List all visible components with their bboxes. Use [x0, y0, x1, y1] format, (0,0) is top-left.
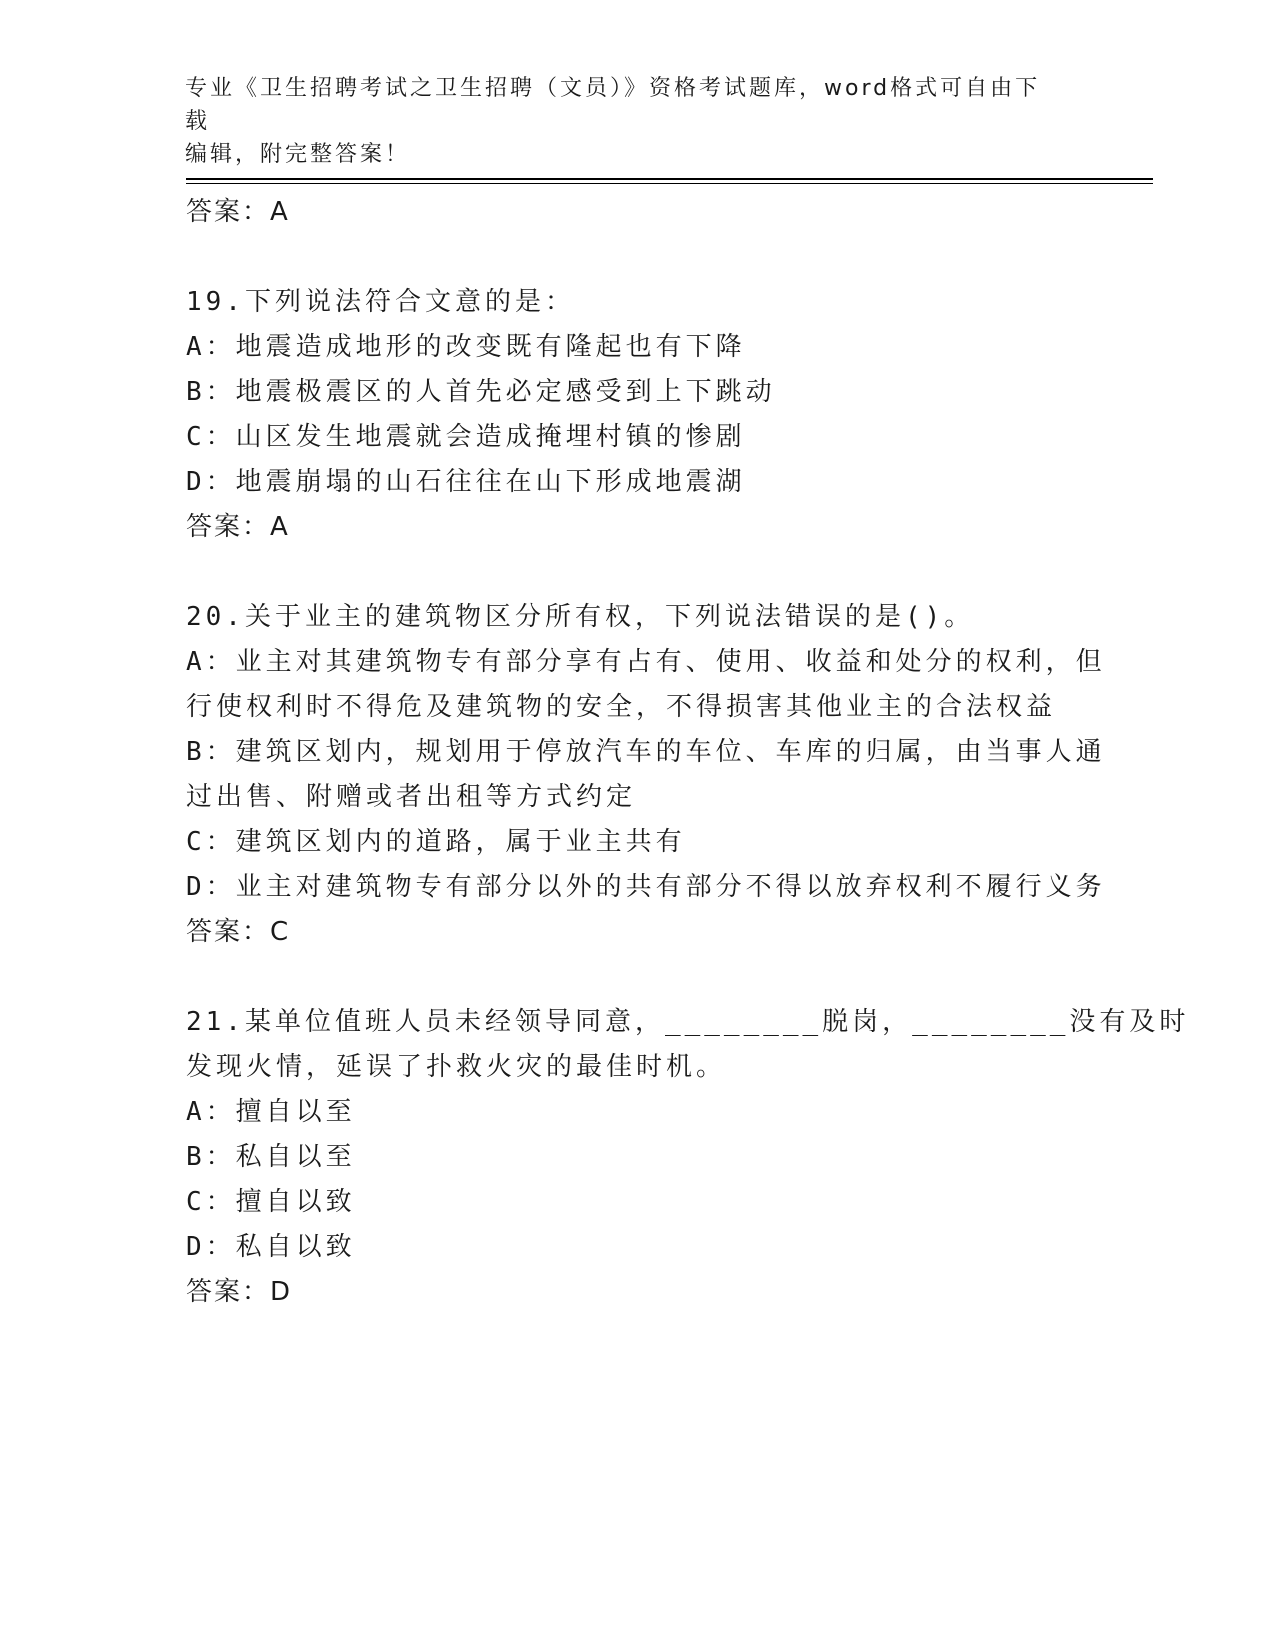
option-a: A：擅自以至: [186, 1097, 356, 1127]
document-header: [185, 72, 1065, 171]
question-stem: 21.某单位值班人员未经领导同意，________脱岗，________没有及时: [186, 1007, 1190, 1037]
spacer: [186, 235, 1086, 280]
option-b: B：私自以至: [186, 1142, 356, 1172]
header-line-1: 专业《卫生招聘考试之卫生招聘（文员）》资格考试题库，word格式可自由下载: [185, 76, 1041, 134]
option-d: D：私自以致: [186, 1232, 356, 1262]
question-list: [186, 190, 1190, 1315]
question-stem: 20.关于业主的建筑物区分所有权，下列说法错误的是()。: [186, 602, 975, 632]
spacer: [186, 955, 1086, 1000]
question-stem: 19.下列说法符合文意的是：: [186, 287, 575, 317]
answer: 答案：C: [186, 917, 291, 947]
option-c: C：山区发生地震就会造成掩埋村镇的惨剧: [186, 422, 746, 452]
question-19: [186, 280, 1086, 550]
answer: 答案：A: [186, 512, 290, 542]
option-a: A：地震造成地形的改变既有隆起也有下降: [186, 332, 746, 362]
option-b: B：地震极震区的人首先必定感受到上下跳动: [186, 377, 776, 407]
option-c: C：建筑区划内的道路，属于业主共有: [186, 827, 686, 857]
option-b-continued: 过出售、附赠或者出租等方式约定: [186, 782, 637, 812]
option-c: C：擅自以致: [186, 1187, 356, 1217]
previous-answer: 答案：A: [186, 197, 290, 227]
header-divider-thin: [186, 183, 1153, 184]
answer: 答案：D: [186, 1277, 293, 1307]
option-d: D：业主对建筑物专有部分以外的共有部分不得以放弃权利不履行义务: [186, 872, 1106, 902]
header-line-2: 编辑，附完整答案！: [185, 142, 411, 167]
option-b: B：建筑区划内，规划用于停放汽车的车位、车库的归属，由当事人通: [186, 737, 1106, 767]
option-d: D：地震崩塌的山石往往在山下形成地震湖: [186, 467, 746, 497]
option-a-continued: 行使权利时不得危及建筑物的安全，不得损害其他业主的合法权益: [186, 692, 1057, 722]
question-stem-continued: 发现火情，延误了扑救火灾的最佳时机。: [186, 1052, 727, 1082]
spacer: [186, 550, 1086, 595]
option-a: A：业主对其建筑物专有部分享有占有、使用、收益和处分的权利，但: [186, 647, 1106, 677]
question-21: [186, 1000, 1190, 1315]
question-20: [186, 595, 1106, 955]
header-divider: [186, 178, 1153, 180]
